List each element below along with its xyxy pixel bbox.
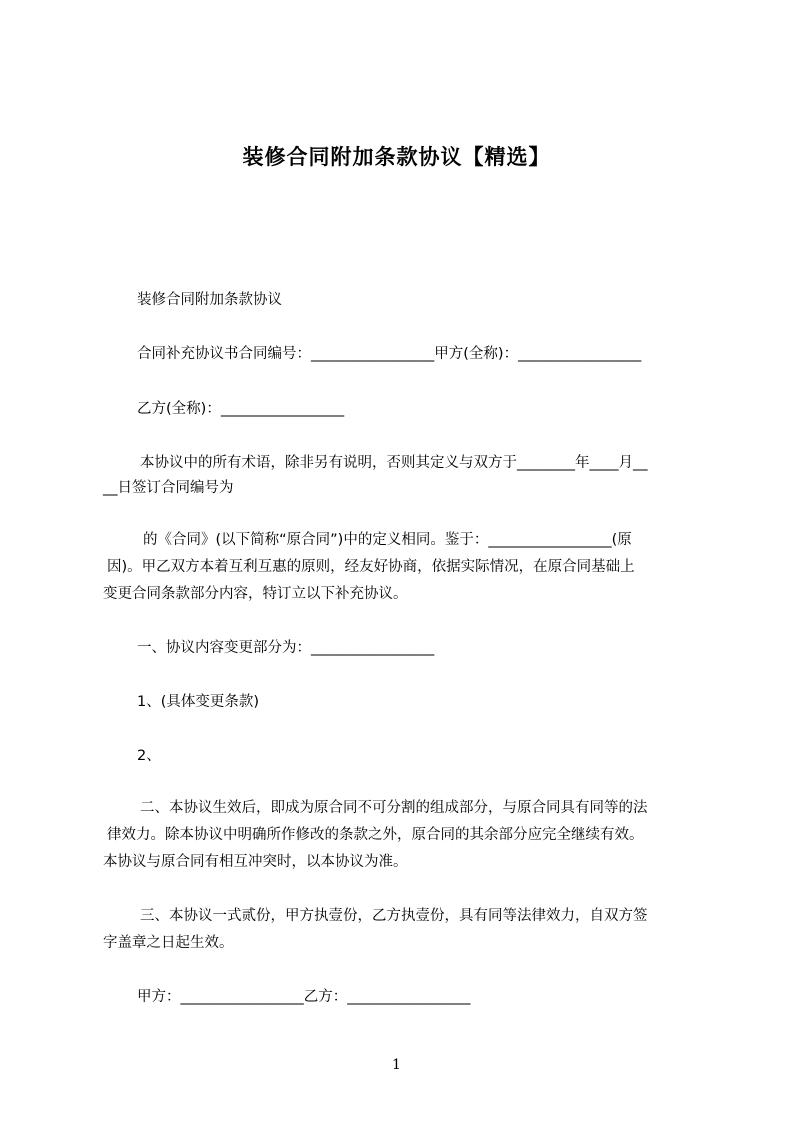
clause-3-line-2: 字盖章之日起生效。 (103, 935, 234, 951)
signature-line: 甲方：_________________乙方：_________________ (137, 989, 471, 1005)
paragraph-1-line-1: 本协议中的所有术语，除非另有说明，否则其定义与双方于________年____月__ (140, 455, 648, 471)
clause-2-line-2: 律效力。除本协议中明确所作修改的条款之外，原合同的其余部分应完全继续有效。 (107, 827, 644, 843)
clause-1-item-1: 1、(具体变更条款) (137, 694, 260, 710)
paragraph-2-line-2: 因)。甲乙双方本着互利互惠的原则，经友好协商，依据实际情况，在原合同基础上 (107, 559, 635, 575)
document-title: 装修合同附加条款协议【精选】 (242, 145, 551, 169)
clause-3-line-1: 三、本协议一式贰份，甲方执壹份，乙方执壹份，具有同等法律效力，自双方签 (140, 908, 648, 924)
paragraph-1-line-2: __日签订合同编号为 (103, 480, 234, 496)
paragraph-2-line-1: 的《合同》(以下简称“原合同”)中的定义相同。鉴于：_________________(原 (143, 532, 632, 548)
subtitle: 装修合同附加条款协议 (137, 292, 282, 308)
clause-1-heading: 一、协议内容变更部分为：_________________ (137, 640, 435, 656)
paragraph-2-line-3: 变更合同条款部分内容，特订立以下补充协议。 (103, 586, 408, 602)
clause-2-line-3: 本协议与原合同有相互冲突时，以本协议为准。 (103, 854, 408, 870)
page-number: 1 (392, 1057, 401, 1073)
clause-2-line-1: 二、本协议生效后，即成为原合同不可分割的组成部分，与原合同具有同等的法 (140, 800, 648, 816)
clause-1-item-2: 2、 (137, 748, 161, 764)
contract-number-line: 合同补充协议书合同编号：_________________甲方(全称)：_________________ (137, 346, 642, 362)
party-b-line: 乙方(全称)：_________________ (137, 401, 345, 417)
